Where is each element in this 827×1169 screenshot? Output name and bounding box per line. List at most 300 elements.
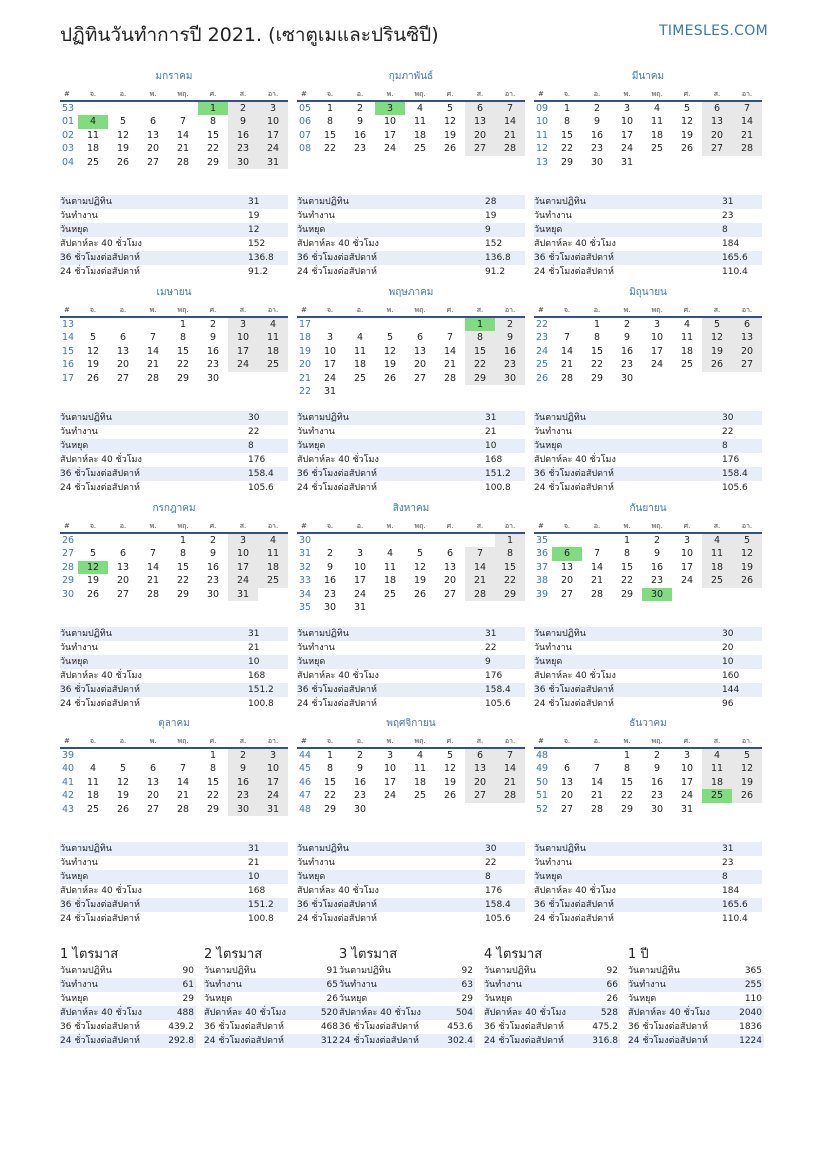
day-cell[interactable]: 31 <box>258 803 288 816</box>
day-cell[interactable]: 20 <box>560 790 574 802</box>
day-cell[interactable]: 9 <box>653 763 661 775</box>
day-cell[interactable]: 17 <box>353 575 367 587</box>
day-cell[interactable]: 18 <box>702 776 732 789</box>
day-cell[interactable]: 10 <box>680 548 694 560</box>
day-cell[interactable]: 5 <box>119 116 127 128</box>
day-cell[interactable]: 19 <box>443 129 457 141</box>
day-cell[interactable]: 1 <box>179 535 187 546</box>
day-cell[interactable]: 9 <box>623 332 631 344</box>
day-cell[interactable]: 10 <box>383 116 397 128</box>
day-cell[interactable]: 8 <box>209 116 217 128</box>
day-cell[interactable]: 4 <box>416 103 424 114</box>
day-cell[interactable]: 12 <box>116 776 130 788</box>
day-cell[interactable]: 11 <box>650 116 664 128</box>
day-cell[interactable]: 19 <box>116 790 130 802</box>
day-cell[interactable]: 16 <box>323 575 337 587</box>
day-cell[interactable]: 7 <box>149 548 157 560</box>
day-cell[interactable]: 8 <box>326 763 334 775</box>
day-cell[interactable]: 24 <box>680 790 694 802</box>
day-cell[interactable]: 30 <box>642 588 672 601</box>
day-cell[interactable]: 22 <box>620 790 634 802</box>
day-cell[interactable]: 16 <box>495 345 525 358</box>
day-cell[interactable]: 29 <box>176 372 190 384</box>
day-cell[interactable]: 8 <box>623 548 631 560</box>
day-cell[interactable]: 2 <box>495 318 525 331</box>
day-cell[interactable]: 26 <box>443 143 457 155</box>
day-cell[interactable]: 9 <box>326 561 334 573</box>
day-cell[interactable]: 16 <box>228 776 258 789</box>
day-cell[interactable]: 8 <box>495 547 525 560</box>
day-cell[interactable]: 26 <box>732 789 762 802</box>
day-cell[interactable]: 16 <box>650 776 664 788</box>
day-cell[interactable]: 13 <box>465 762 495 775</box>
day-cell[interactable]: 5 <box>119 763 127 775</box>
day-cell[interactable]: 12 <box>680 116 694 128</box>
day-cell[interactable]: 24 <box>680 575 694 587</box>
day-cell[interactable]: 1 <box>623 750 631 761</box>
day-cell[interactable]: 25 <box>86 803 100 815</box>
day-cell[interactable]: 12 <box>443 763 457 775</box>
day-cell[interactable]: 11 <box>383 561 397 573</box>
day-cell[interactable]: 12 <box>732 762 762 775</box>
day-cell[interactable]: 17 <box>383 129 397 141</box>
day-cell[interactable]: 28 <box>465 588 495 601</box>
day-cell[interactable]: 30 <box>353 803 367 815</box>
day-cell[interactable]: 4 <box>258 318 288 331</box>
day-cell[interactable]: 5 <box>683 103 691 114</box>
day-cell[interactable]: 3 <box>623 103 631 114</box>
day-cell[interactable]: 9 <box>356 116 364 128</box>
day-cell[interactable]: 27 <box>443 588 457 600</box>
day-cell[interactable]: 15 <box>620 776 634 788</box>
day-cell[interactable]: 13 <box>413 345 427 357</box>
day-cell[interactable]: 1 <box>563 103 571 114</box>
day-cell[interactable]: 20 <box>465 129 495 142</box>
day-cell[interactable]: 17 <box>228 561 258 574</box>
day-cell[interactable]: 27 <box>702 142 732 155</box>
day-cell[interactable]: 23 <box>206 359 220 371</box>
day-cell[interactable]: 12 <box>78 561 108 574</box>
day-cell[interactable]: 15 <box>323 129 337 141</box>
day-cell[interactable]: 27 <box>116 588 130 600</box>
day-cell[interactable]: 23 <box>353 790 367 802</box>
day-cell[interactable]: 22 <box>323 790 337 802</box>
day-cell[interactable]: 29 <box>465 372 495 385</box>
day-cell[interactable]: 18 <box>383 575 397 587</box>
day-cell[interactable]: 15 <box>560 129 574 141</box>
day-cell[interactable]: 1 <box>495 534 525 547</box>
day-cell[interactable]: 14 <box>560 345 574 357</box>
day-cell[interactable]: 15 <box>176 345 190 357</box>
day-cell[interactable]: 8 <box>209 763 217 775</box>
day-cell[interactable]: 7 <box>495 102 525 115</box>
day-cell[interactable]: 3 <box>258 749 288 762</box>
day-cell[interactable]: 15 <box>206 129 220 141</box>
day-cell[interactable]: 26 <box>413 588 427 600</box>
day-cell[interactable]: 25 <box>258 358 288 371</box>
day-cell[interactable]: 28 <box>146 588 160 600</box>
day-cell[interactable]: 23 <box>650 575 664 587</box>
day-cell[interactable]: 26 <box>732 574 762 587</box>
day-cell[interactable]: 19 <box>732 776 762 789</box>
day-cell[interactable]: 6 <box>446 548 454 560</box>
day-cell[interactable]: 11 <box>413 116 427 128</box>
day-cell[interactable]: 25 <box>702 574 732 587</box>
day-cell[interactable]: 30 <box>590 156 604 168</box>
day-cell[interactable]: 24 <box>353 588 367 600</box>
day-cell[interactable]: 15 <box>323 776 337 788</box>
day-cell[interactable]: 23 <box>650 790 664 802</box>
day-cell[interactable]: 28 <box>590 588 604 600</box>
day-cell[interactable]: 17 <box>680 561 694 573</box>
day-cell[interactable]: 19 <box>116 143 130 155</box>
day-cell[interactable]: 12 <box>443 116 457 128</box>
day-cell[interactable]: 9 <box>495 331 525 344</box>
day-cell[interactable]: 20 <box>732 345 762 358</box>
day-cell[interactable]: 24 <box>228 358 258 371</box>
day-cell[interactable]: 25 <box>86 156 100 168</box>
day-cell[interactable]: 31 <box>323 385 337 397</box>
day-cell[interactable]: 10 <box>323 345 337 357</box>
day-cell[interactable]: 31 <box>680 803 694 815</box>
day-cell[interactable]: 21 <box>590 575 604 587</box>
day-cell[interactable]: 31 <box>620 156 634 168</box>
day-cell[interactable]: 25 <box>702 789 732 802</box>
day-cell[interactable]: 18 <box>86 143 100 155</box>
day-cell[interactable]: 10 <box>258 115 288 128</box>
day-cell[interactable]: 12 <box>383 345 397 357</box>
day-cell[interactable]: 4 <box>356 332 364 344</box>
day-cell[interactable]: 20 <box>146 143 160 155</box>
day-cell[interactable]: 13 <box>146 776 160 788</box>
day-cell[interactable]: 3 <box>228 534 258 547</box>
day-cell[interactable]: 22 <box>176 359 190 371</box>
day-cell[interactable]: 4 <box>702 534 732 547</box>
day-cell[interactable]: 8 <box>465 331 495 344</box>
day-cell[interactable]: 5 <box>446 103 454 114</box>
day-cell[interactable]: 11 <box>86 129 100 141</box>
day-cell[interactable]: 26 <box>443 790 457 802</box>
day-cell[interactable]: 8 <box>593 332 601 344</box>
day-cell[interactable]: 29 <box>560 156 574 168</box>
day-cell[interactable]: 10 <box>353 561 367 573</box>
day-cell[interactable]: 28 <box>560 372 574 384</box>
day-cell[interactable]: 23 <box>353 143 367 155</box>
day-cell[interactable]: 1 <box>465 318 495 331</box>
day-cell[interactable]: 5 <box>446 750 454 761</box>
day-cell[interactable]: 19 <box>732 561 762 574</box>
day-cell[interactable]: 16 <box>206 561 220 573</box>
day-cell[interactable]: 26 <box>680 143 694 155</box>
day-cell[interactable]: 21 <box>176 143 190 155</box>
day-cell[interactable]: 28 <box>732 142 762 155</box>
day-cell[interactable]: 16 <box>620 345 634 357</box>
day-cell[interactable]: 4 <box>78 115 108 128</box>
day-cell[interactable]: 11 <box>86 776 100 788</box>
day-cell[interactable]: 30 <box>228 156 258 169</box>
day-cell[interactable]: 14 <box>590 561 604 573</box>
day-cell[interactable]: 12 <box>86 345 100 357</box>
day-cell[interactable]: 9 <box>228 115 258 128</box>
day-cell[interactable]: 23 <box>495 358 525 371</box>
day-cell[interactable]: 4 <box>258 534 288 547</box>
day-cell[interactable]: 6 <box>465 102 495 115</box>
day-cell[interactable]: 13 <box>116 345 130 357</box>
day-cell[interactable]: 22 <box>206 790 220 802</box>
day-cell[interactable]: 3 <box>683 750 691 761</box>
day-cell[interactable]: 18 <box>353 359 367 371</box>
day-cell[interactable]: 25 <box>413 790 427 802</box>
day-cell[interactable]: 29 <box>176 588 190 600</box>
day-cell[interactable]: 13 <box>560 776 574 788</box>
day-cell[interactable]: 24 <box>383 143 397 155</box>
day-cell[interactable]: 20 <box>116 359 130 371</box>
day-cell[interactable]: 21 <box>465 574 495 587</box>
day-cell[interactable]: 14 <box>443 345 457 357</box>
day-cell[interactable]: 24 <box>383 790 397 802</box>
day-cell[interactable]: 25 <box>413 143 427 155</box>
day-cell[interactable]: 12 <box>116 129 130 141</box>
day-cell[interactable]: 23 <box>228 789 258 802</box>
day-cell[interactable]: 23 <box>206 575 220 587</box>
day-cell[interactable]: 30 <box>323 601 337 613</box>
day-cell[interactable]: 27 <box>560 588 574 600</box>
day-cell[interactable]: 21 <box>176 790 190 802</box>
day-cell[interactable]: 27 <box>465 789 495 802</box>
day-cell[interactable]: 10 <box>228 331 258 344</box>
day-cell[interactable]: 11 <box>353 345 367 357</box>
day-cell[interactable]: 15 <box>465 345 495 358</box>
day-cell[interactable]: 2 <box>653 750 661 761</box>
day-cell[interactable]: 13 <box>702 115 732 128</box>
day-cell[interactable]: 6 <box>119 548 127 560</box>
day-cell[interactable]: 30 <box>495 372 525 385</box>
day-cell[interactable]: 27 <box>560 803 574 815</box>
day-cell[interactable]: 30 <box>228 803 258 816</box>
day-cell[interactable]: 7 <box>179 116 187 128</box>
day-cell[interactable]: 3 <box>326 332 334 344</box>
day-cell[interactable]: 2 <box>356 750 364 761</box>
day-cell[interactable]: 18 <box>86 790 100 802</box>
day-cell[interactable]: 3 <box>228 318 258 331</box>
day-cell[interactable]: 22 <box>495 574 525 587</box>
day-cell[interactable]: 21 <box>560 359 574 371</box>
day-cell[interactable]: 20 <box>146 790 160 802</box>
day-cell[interactable]: 24 <box>650 359 664 371</box>
day-cell[interactable]: 12 <box>413 561 427 573</box>
day-cell[interactable]: 25 <box>680 359 694 371</box>
day-cell[interactable]: 26 <box>383 372 397 384</box>
day-cell[interactable]: 18 <box>413 129 427 141</box>
day-cell[interactable]: 21 <box>590 790 604 802</box>
day-cell[interactable]: 7 <box>732 102 762 115</box>
day-cell[interactable]: 5 <box>89 548 97 560</box>
day-cell[interactable]: 29 <box>620 803 634 815</box>
day-cell[interactable]: 17 <box>323 359 337 371</box>
day-cell[interactable]: 25 <box>650 143 664 155</box>
day-cell[interactable]: 17 <box>383 776 397 788</box>
day-cell[interactable]: 1 <box>209 750 217 761</box>
day-cell[interactable]: 4 <box>653 103 661 114</box>
day-cell[interactable]: 18 <box>413 776 427 788</box>
day-cell[interactable]: 17 <box>258 129 288 142</box>
day-cell[interactable]: 11 <box>258 331 288 344</box>
day-cell[interactable]: 7 <box>593 763 601 775</box>
day-cell[interactable]: 14 <box>176 776 190 788</box>
day-cell[interactable]: 9 <box>653 548 661 560</box>
day-cell[interactable]: 9 <box>209 332 217 344</box>
day-cell[interactable]: 16 <box>650 561 664 573</box>
day-cell[interactable]: 28 <box>176 803 190 815</box>
day-cell[interactable]: 28 <box>495 789 525 802</box>
day-cell[interactable]: 28 <box>590 803 604 815</box>
day-cell[interactable]: 16 <box>353 776 367 788</box>
day-cell[interactable]: 24 <box>258 789 288 802</box>
day-cell[interactable]: 24 <box>258 142 288 155</box>
day-cell[interactable]: 8 <box>179 548 187 560</box>
day-cell[interactable]: 13 <box>560 561 574 573</box>
day-cell[interactable]: 15 <box>590 345 604 357</box>
day-cell[interactable]: 23 <box>323 588 337 600</box>
day-cell[interactable]: 6 <box>149 763 157 775</box>
day-cell[interactable]: 14 <box>465 561 495 574</box>
day-cell[interactable]: 25 <box>353 372 367 384</box>
day-cell[interactable]: 7 <box>446 332 454 344</box>
brand-logo-text[interactable]: TIMESLES.COM <box>659 23 768 39</box>
day-cell[interactable]: 27 <box>732 358 762 371</box>
day-cell[interactable]: 7 <box>495 749 525 762</box>
day-cell[interactable]: 13 <box>443 561 457 573</box>
day-cell[interactable]: 28 <box>443 372 457 384</box>
day-cell[interactable]: 5 <box>386 332 394 344</box>
day-cell[interactable]: 15 <box>206 776 220 788</box>
day-cell[interactable]: 21 <box>146 575 160 587</box>
day-cell[interactable]: 29 <box>206 803 220 815</box>
day-cell[interactable]: 2 <box>653 535 661 546</box>
day-cell[interactable]: 16 <box>353 129 367 141</box>
day-cell[interactable]: 2 <box>356 103 364 114</box>
day-cell[interactable]: 8 <box>623 763 631 775</box>
day-cell[interactable]: 14 <box>590 776 604 788</box>
day-cell[interactable]: 23 <box>228 142 258 155</box>
day-cell[interactable]: 29 <box>323 803 337 815</box>
day-cell[interactable]: 30 <box>206 372 220 384</box>
day-cell[interactable]: 8 <box>179 332 187 344</box>
day-cell[interactable]: 7 <box>563 332 571 344</box>
day-cell[interactable]: 1 <box>326 103 334 114</box>
day-cell[interactable]: 18 <box>258 561 288 574</box>
day-cell[interactable]: 2 <box>209 535 217 546</box>
day-cell[interactable]: 21 <box>495 776 525 789</box>
day-cell[interactable]: 27 <box>413 372 427 384</box>
day-cell[interactable]: 28 <box>495 142 525 155</box>
day-cell[interactable]: 24 <box>228 574 258 587</box>
day-cell[interactable]: 4 <box>89 763 97 775</box>
day-cell[interactable]: 30 <box>620 372 634 384</box>
day-cell[interactable]: 14 <box>732 115 762 128</box>
day-cell[interactable]: 27 <box>146 156 160 168</box>
day-cell[interactable]: 28 <box>146 372 160 384</box>
day-cell[interactable]: 11 <box>680 332 694 344</box>
day-cell[interactable]: 14 <box>176 129 190 141</box>
day-cell[interactable]: 7 <box>149 332 157 344</box>
day-cell[interactable]: 3 <box>386 750 394 761</box>
day-cell[interactable]: 13 <box>732 331 762 344</box>
day-cell[interactable]: 9 <box>356 763 364 775</box>
day-cell[interactable]: 14 <box>495 762 525 775</box>
day-cell[interactable]: 10 <box>228 547 258 560</box>
day-cell[interactable]: 26 <box>116 156 130 168</box>
day-cell[interactable]: 17 <box>650 345 664 357</box>
day-cell[interactable]: 6 <box>416 332 424 344</box>
day-cell[interactable]: 22 <box>620 575 634 587</box>
day-cell[interactable]: 5 <box>89 332 97 344</box>
day-cell[interactable]: 19 <box>702 345 732 358</box>
day-cell[interactable]: 9 <box>228 762 258 775</box>
day-cell[interactable]: 29 <box>590 372 604 384</box>
day-cell[interactable]: 20 <box>702 129 732 142</box>
day-cell[interactable]: 19 <box>413 575 427 587</box>
day-cell[interactable]: 13 <box>146 129 160 141</box>
day-cell[interactable]: 6 <box>563 763 571 775</box>
day-cell[interactable]: 11 <box>413 763 427 775</box>
day-cell[interactable]: 5 <box>416 548 424 560</box>
day-cell[interactable]: 10 <box>620 116 634 128</box>
day-cell[interactable]: 10 <box>680 763 694 775</box>
day-cell[interactable]: 30 <box>650 803 664 815</box>
day-cell[interactable]: 2 <box>326 548 334 560</box>
day-cell[interactable]: 19 <box>443 776 457 788</box>
day-cell[interactable]: 4 <box>386 548 394 560</box>
day-cell[interactable]: 9 <box>593 116 601 128</box>
day-cell[interactable]: 15 <box>176 561 190 573</box>
day-cell[interactable]: 20 <box>116 575 130 587</box>
day-cell[interactable]: 26 <box>116 803 130 815</box>
day-cell[interactable]: 27 <box>116 372 130 384</box>
day-cell[interactable]: 10 <box>258 762 288 775</box>
day-cell[interactable]: 27 <box>465 142 495 155</box>
day-cell[interactable]: 22 <box>465 358 495 371</box>
day-cell[interactable]: 15 <box>620 561 634 573</box>
day-cell[interactable]: 21 <box>732 129 762 142</box>
day-cell[interactable]: 28 <box>176 156 190 168</box>
day-cell[interactable]: 18 <box>650 129 664 141</box>
day-cell[interactable]: 2 <box>228 749 258 762</box>
day-cell[interactable]: 19 <box>680 129 694 141</box>
day-cell[interactable]: 11 <box>702 547 732 560</box>
day-cell[interactable]: 2 <box>209 319 217 330</box>
day-cell[interactable]: 19 <box>383 359 397 371</box>
day-cell[interactable]: 22 <box>560 143 574 155</box>
day-cell[interactable]: 1 <box>198 102 228 115</box>
day-cell[interactable]: 4 <box>416 750 424 761</box>
day-cell[interactable]: 4 <box>702 749 732 762</box>
day-cell[interactable]: 9 <box>209 548 217 560</box>
day-cell[interactable]: 1 <box>179 319 187 330</box>
day-cell[interactable]: 20 <box>413 359 427 371</box>
day-cell[interactable]: 3 <box>653 319 661 330</box>
day-cell[interactable]: 21 <box>443 359 457 371</box>
day-cell[interactable]: 1 <box>623 535 631 546</box>
day-cell[interactable]: 12 <box>732 547 762 560</box>
day-cell[interactable]: 3 <box>258 102 288 115</box>
day-cell[interactable]: 7 <box>593 548 601 560</box>
day-cell[interactable]: 11 <box>702 762 732 775</box>
day-cell[interactable]: 22 <box>176 575 190 587</box>
day-cell[interactable]: 17 <box>258 776 288 789</box>
day-cell[interactable]: 18 <box>702 561 732 574</box>
day-cell[interactable]: 14 <box>146 561 160 573</box>
